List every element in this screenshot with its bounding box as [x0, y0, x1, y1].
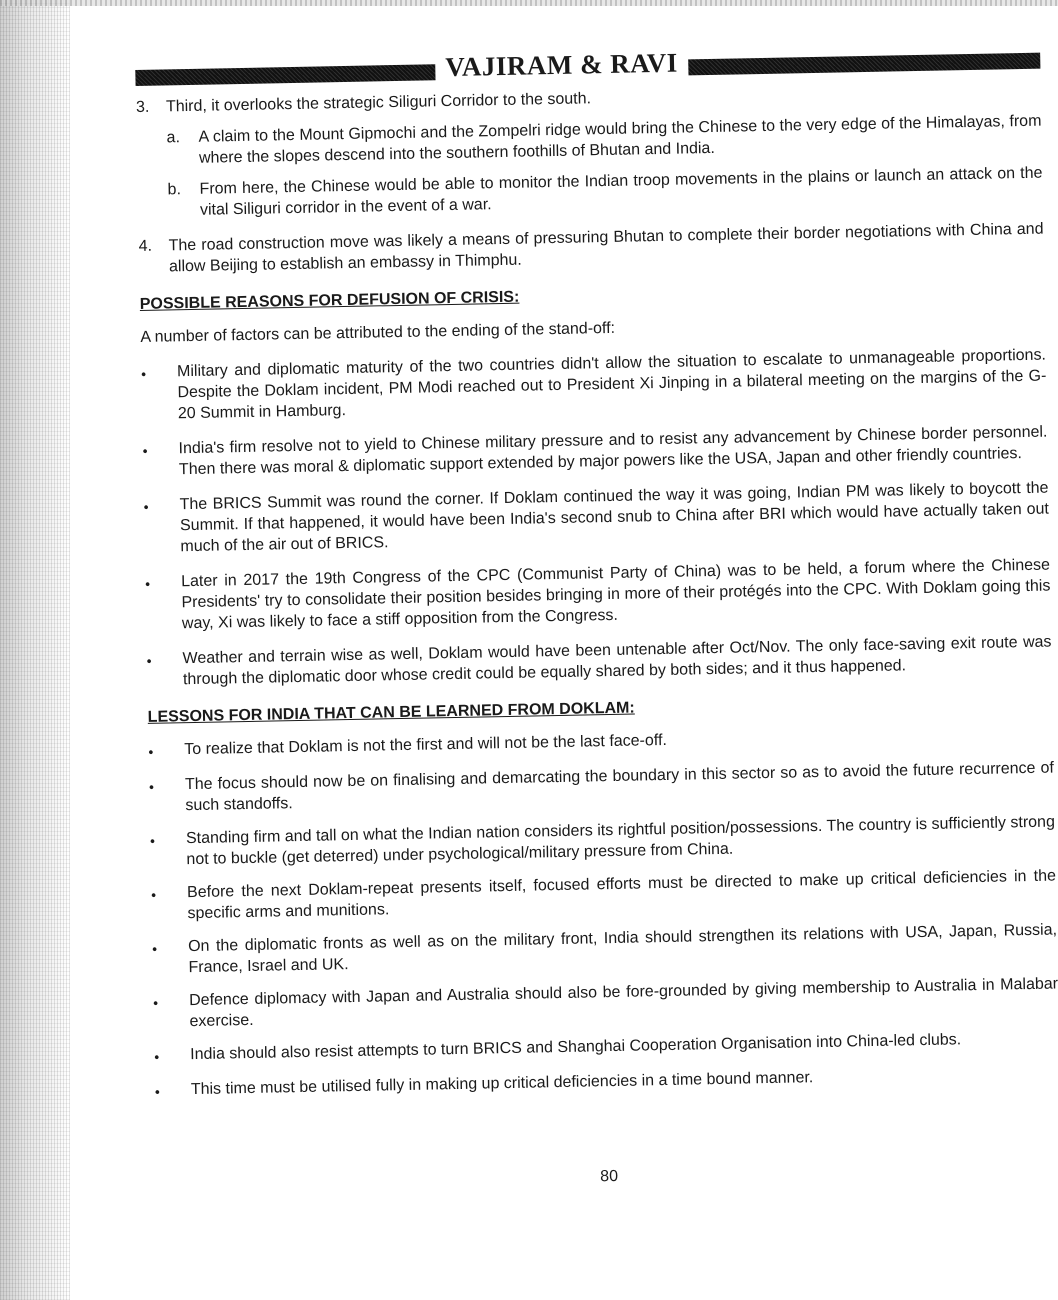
bullet-icon: •	[143, 498, 149, 515]
sub-item-letter: b.	[167, 181, 182, 199]
bullet-icon: •	[154, 1048, 160, 1065]
item-number: 3.	[135, 98, 150, 116]
scan-top-edge	[0, 0, 1058, 6]
sub-item-letter: a.	[166, 129, 181, 147]
bullet-text: On the diplomatic fronts as well as on the military front, India should strengthen its relations with USA, Japan, Russia, France, Israel and UK.	[187, 921, 1058, 977]
bullet-item	[149, 757, 1055, 816]
bullet-text: Military and diplomatic maturity of the two countries didn't allow the situation to escalate to unmanageable proportions. Despite the Doklam incident, PM Modi reached out to President Xi Jinping in a bilateral meeting on the margins of the G-20 Summit in Hamburg.	[176, 346, 1047, 423]
bullet-text: Standing firm and tall on what the Indian nation considers its rightful position/possessions. The country is sufficiently strong not to buckle (get deterred) under psychological/military pressure from China.	[185, 813, 1056, 869]
bullet-text: This time must be utilised fully in making up critical deficiencies in a time bound manner.	[190, 1069, 814, 1099]
bullet-text: Defence diplomacy with Japan and Australia should also be fore-grounded by giving membership to Australia in Malabar exercise.	[189, 975, 1058, 1031]
section-intro: A number of factors can be attributed to the ending of the stand-off:	[140, 319, 616, 346]
bullet-text: The focus should now be on finalising and demarcating the boundary in this sector so as to avoid the future recurrence of such standoffs.	[184, 759, 1055, 815]
bullet-item	[141, 345, 1047, 425]
section-heading-lessons: LESSONS FOR INDIA THAT CAN BE LEARNED FROM DOKLAM:	[147, 699, 635, 726]
bullet-item	[155, 1062, 1058, 1102]
bullet-icon: •	[140, 365, 147, 382]
numbered-item	[138, 219, 1044, 278]
bullet-item	[142, 422, 1048, 481]
header-bar-right	[688, 53, 1041, 76]
scan-binding-edge	[0, 0, 70, 1300]
bullet-icon: •	[152, 940, 158, 957]
bullet-item	[151, 865, 1057, 924]
bullet-text: Before the next Doklam-repeat presents itself, focused efforts must be directed to make up critical deficiencies in the specific arms and munitions.	[186, 867, 1057, 923]
bullet-icon: •	[154, 1083, 160, 1100]
bullet-text: Weather and terrain wise as well, Doklam would have been untenable after Oct/Nov. The only face-saving exit route was through the diplomatic door whose credit could be equally shared by both sides; and it thus happened.	[182, 633, 1052, 689]
bullet-text: India should also resist attempts to turn BRICS and Shanghai Cooperation Organisation into China-led clubs.	[190, 1031, 962, 1064]
sub-item	[167, 163, 1043, 222]
sub-item-text: A claim to the Mount Gipmochi and the Zompelri ridge would bring the Chinese to the very edge of the Himalayas, from where the slopes descend into the southern foothills of Bhutan and India.	[198, 112, 1042, 167]
bullet-text: Later in 2017 the 19th Congress of the CPC (Communist Party of China) was to be held, a forum where the Chinese Presidents' try to consolidate their position besides bringing in more of their protégés into the CPC. With Doklam going this way, Xi was likely to face a stiff opposition from the Congress.	[180, 556, 1051, 633]
sub-item	[166, 111, 1042, 170]
page-content	[136, 80, 1058, 1196]
header-bar-left	[135, 64, 435, 86]
bullet-icon: •	[145, 575, 151, 592]
page-number: 80	[600, 1167, 619, 1186]
bullet-icon: •	[153, 994, 159, 1011]
bullet-item	[154, 1027, 1058, 1067]
bullet-icon: •	[148, 778, 155, 795]
bullet-icon: •	[146, 652, 152, 669]
bullet-item	[150, 811, 1056, 870]
bullet-text: The BRICS Summit was round the corner. If Doklam continued the way it was going, Indian PM was likely to boycott the Summit. If that happened, it would have been India's second snub to China after BRI which would have actually taken out much of the air out of BRICS.	[179, 479, 1050, 556]
item-number: 4.	[138, 237, 153, 255]
bullet-item	[143, 478, 1049, 558]
brand-title: VAJIRAM & RAVI	[444, 47, 679, 82]
bullet-text: To realize that Doklam is not the first and will not be the last face-off.	[184, 731, 668, 759]
bullet-icon: •	[149, 832, 156, 849]
bullet-icon: •	[142, 442, 148, 459]
document-page	[135, 38, 1058, 1285]
bullet-item	[148, 723, 1053, 763]
bullet-item	[153, 973, 1058, 1032]
sub-item-text: From here, the Chinese would be able to monitor the Indian troop movements in the plains or launch an attack on the vital Siliguri corridor in the event of a war.	[199, 164, 1043, 219]
bullet-text: India's firm resolve not to yield to Chinese military pressure and to resist any advancement by Chinese border personnel. Then there was moral & diplomatic support extended by major powers like the USA, Japan and other friendly countries.	[178, 423, 1048, 479]
bullet-item	[152, 919, 1058, 978]
item-text: Third, it overlooks the strategic Siliguri Corridor to the south.	[165, 90, 592, 116]
bullet-icon: •	[150, 886, 157, 903]
bullet-item	[146, 632, 1052, 691]
bullet-item	[145, 555, 1051, 635]
section-heading-defusion: POSSIBLE REASONS FOR DEFUSION OF CRISIS:	[139, 288, 520, 313]
item-text: The road construction move was likely a means of pressuring Bhutan to complete their border negotiations with China and allow Beijing to establish an embassy in Thimphu.	[168, 220, 1044, 276]
bullet-icon: •	[148, 743, 154, 760]
